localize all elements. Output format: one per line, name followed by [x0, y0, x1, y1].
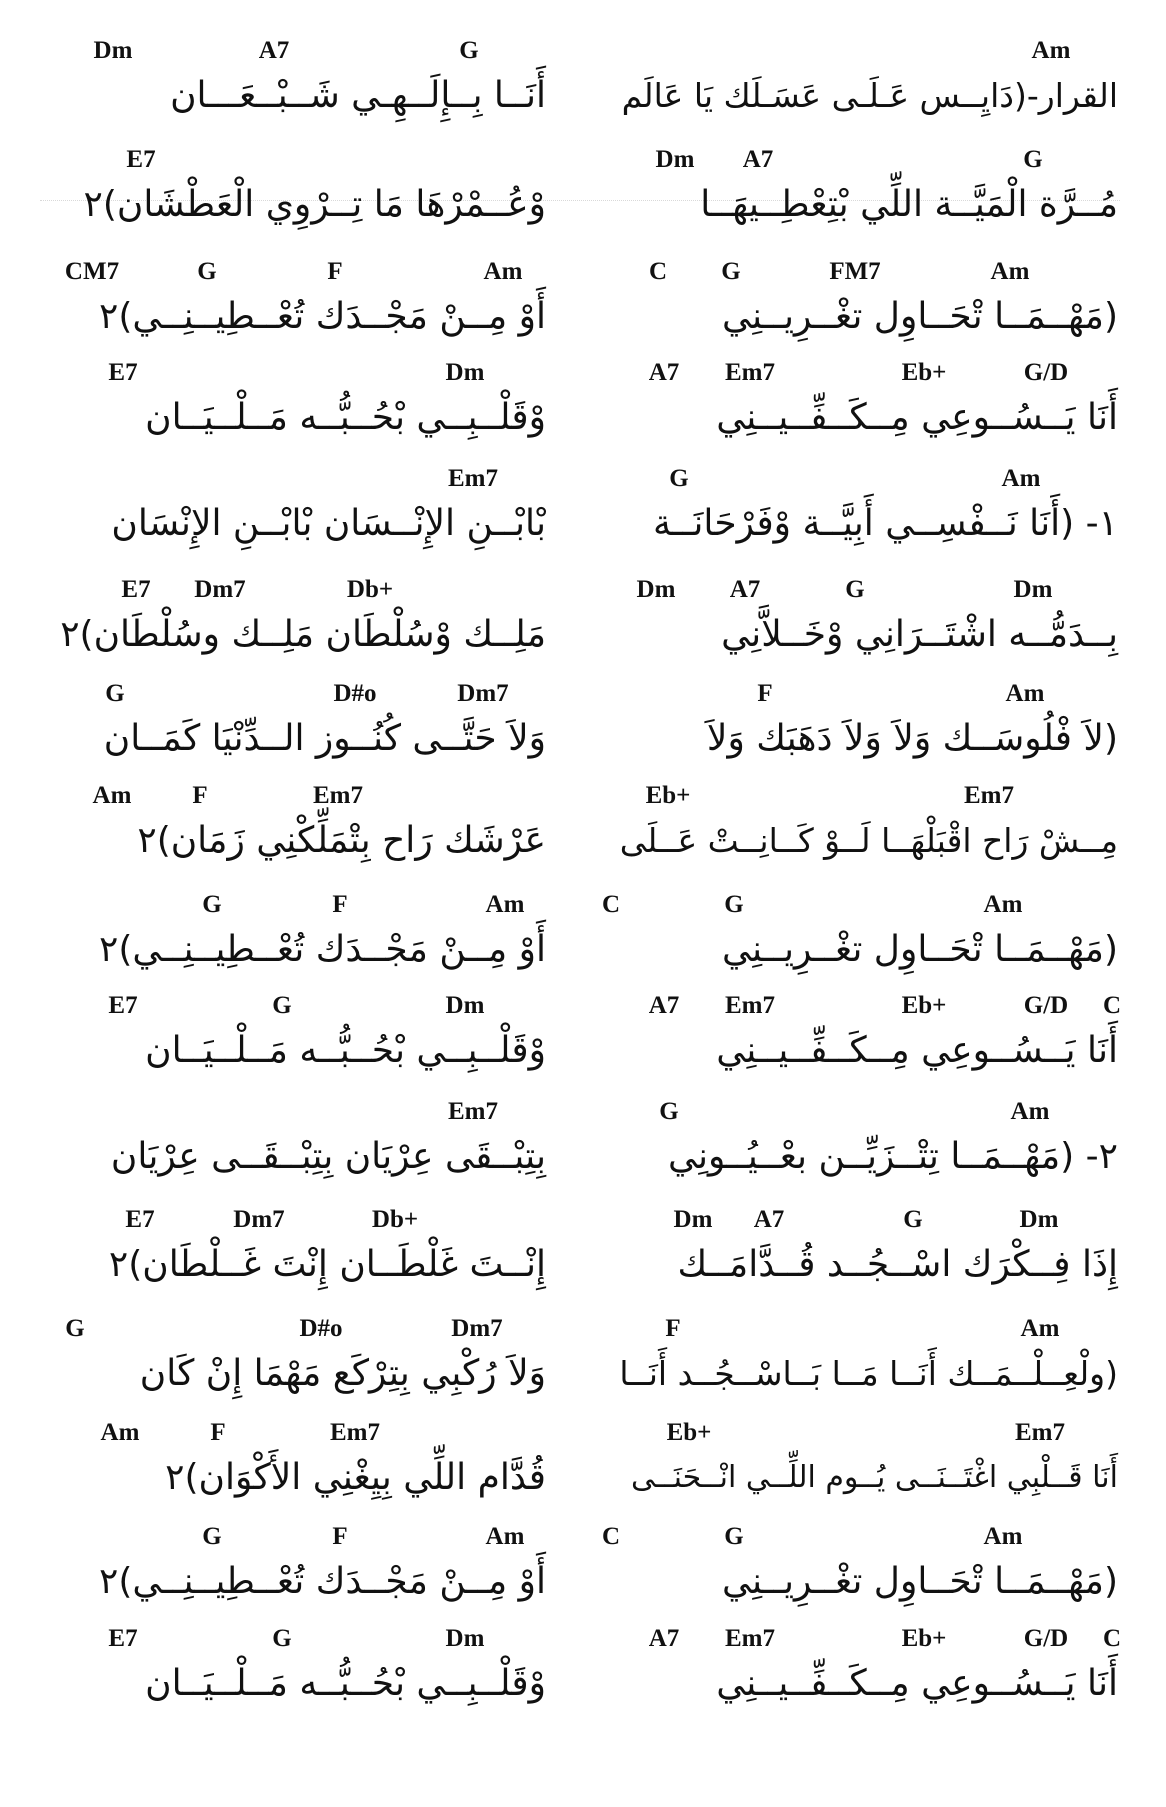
chord-label: A7 [648, 359, 680, 386]
chord-label: D#o [333, 680, 377, 707]
lyric-left-hemistich: وَلاَ رُكْبِي بِتِرْكَع مَهْمَا إِنْ كَان [139, 1353, 546, 1394]
chord-label: Am [990, 258, 1030, 285]
lyric-right-hemistich: مِــشْ رَاح اقْبَلْهَــا لَــوْ كَــانِــتْ عَــلَى [619, 821, 1118, 860]
lyric-line [0, 257, 1166, 361]
chord-label: E7 [108, 359, 138, 386]
chord-label: F [757, 680, 773, 707]
chord-label: Em7 [1015, 1419, 1065, 1446]
lyric-left-hemistich: أَوْ مِــنْ مَجْــدَك تُعْــطِيــنِــي)٢ [98, 929, 546, 970]
chord-label: G [669, 465, 689, 492]
lyric-right-hemistich: (مَهْــمَــا تْحَــاوِل تغْــرِيــنِي [722, 1561, 1118, 1602]
lyric-right-hemistich: ١- (أَنَا نَــفْسِــي أَبِيَّــة وْفَرْحَانَــة [652, 503, 1118, 544]
chord-label: Em7 [313, 782, 363, 809]
lyric-line [0, 575, 1166, 679]
lyric-line [0, 1314, 1166, 1418]
chord-label: Db+ [371, 1206, 419, 1233]
lyric-right-hemistich: أَنَا قَــلْبِي اغْتَــنَــى يُــوم اللِّــي انْــحَنَــى [631, 1460, 1118, 1495]
chord-label: A7 [648, 992, 680, 1019]
chord-label: G [459, 37, 479, 64]
chord-label: A7 [729, 576, 761, 603]
chord-label: C [1102, 992, 1122, 1019]
chord-label: Em7 [330, 1419, 380, 1446]
chord-label: Dm7 [457, 680, 509, 707]
chord-label: E7 [125, 1206, 155, 1233]
chord-label: Dm [636, 576, 676, 603]
chord-label: Am [92, 782, 132, 809]
chord-label: G [845, 576, 865, 603]
chord-label: G [1023, 146, 1043, 173]
chord-label: Dm [445, 359, 485, 386]
chord-label: CM7 [64, 258, 120, 285]
lyric-line [0, 145, 1166, 249]
chord-label: G [724, 891, 744, 918]
lyric-left-hemistich: إِنْــتَ غَلْطَــان إِنْتَ غَــلْطَان)٢ [108, 1244, 546, 1285]
chord-label: F [332, 891, 348, 918]
chord-label: E7 [126, 146, 156, 173]
chord-label: A7 [648, 1625, 680, 1652]
lyric-right-hemistich: (لاَ فْلُوسَــك وَلاَ وَلاَ دَهَبَك وَلاَ [706, 718, 1118, 759]
lyric-left-hemistich: أَنَــا بِــإِلَــهِـي شَــبْــعَـــان [170, 75, 546, 116]
chord-label: F [665, 1315, 681, 1342]
lyric-line [0, 781, 1166, 885]
chord-label: C [648, 258, 668, 285]
lyric-right-hemistich: القرار-(دَايِــس عَـلَـى عَسَـلَك يَا عَالَم [621, 76, 1118, 115]
lyric-left-hemistich: بِتِبْــقَى عِرْيَان بِتِبْــقَــى عِرْيَان [110, 1136, 546, 1177]
chord-label: G [65, 1315, 85, 1342]
chord-label: C [601, 1523, 621, 1550]
lyric-left-hemistich: أَوْ مِــنْ مَجْــدَك تُعْــطِيــنِــي)٢ [98, 296, 546, 337]
lyric-right-hemistich: أَنَا يَــسُــوعِي مِــكَــفِّــيــنِي [716, 397, 1118, 438]
chord-label: Dm7 [194, 576, 246, 603]
chord-label: Em7 [725, 992, 775, 1019]
chord-label: Am [1005, 680, 1045, 707]
lyric-left-hemistich: عَرْشَك رَاح بِتْمَلِّكْنِي زَمَان)٢ [137, 820, 546, 861]
chord-label: F [327, 258, 343, 285]
chord-label: Em7 [448, 1098, 498, 1125]
lyric-left-hemistich: أَوْ مِــنْ مَجْــدَك تُعْــطِيــنِــي)٢ [98, 1561, 546, 1602]
chord-label: G [105, 680, 125, 707]
lyric-line [0, 679, 1166, 783]
lyric-right-hemistich: مُــرَّة الْمَيَّــة اللِّي بْتِعْطِــيهَــا [700, 184, 1118, 225]
chord-label: G [721, 258, 741, 285]
chord-label: F [332, 1523, 348, 1550]
chord-label: Dm [673, 1206, 713, 1233]
chord-label: F [192, 782, 208, 809]
lyric-left-hemistich: وْقَلْــبِــي بْحُــبُّــه مَــلْــيَــان [145, 1663, 546, 1704]
chord-label: Am [100, 1419, 140, 1446]
chord-label: Eb+ [901, 359, 947, 386]
chord-label: Am [485, 1523, 525, 1550]
chord-label: Am [1001, 465, 1041, 492]
lyric-left-hemistich: وْقَلْــبِــي بْحُــبُّــه مَــلْــيَــان [145, 397, 546, 438]
chord-label: E7 [121, 576, 151, 603]
chord-label: Am [485, 891, 525, 918]
chord-label: C [1102, 1625, 1122, 1652]
chord-label: G [202, 891, 222, 918]
chord-label: E7 [108, 1625, 138, 1652]
lyric-right-hemistich: ٢- (مَهْــمَــا تِتْــزَيِّــن بعْــيُــونِي [668, 1136, 1118, 1177]
lyric-left-hemistich: بْابْــنِ الإِنْــسَان بْابْــنِ الإِنْسَان [111, 503, 546, 544]
chord-label: Dm7 [233, 1206, 285, 1233]
lyric-line [0, 358, 1166, 462]
lyric-line [0, 991, 1166, 1095]
chord-label: G [272, 992, 292, 1019]
lyric-line [0, 36, 1166, 140]
chord-label: G [272, 1625, 292, 1652]
chord-label: Eb+ [901, 1625, 947, 1652]
lyric-right-hemistich: إِذَا فِــكْرَك اسْــجُــد قُــدَّامَــك [677, 1244, 1118, 1285]
chord-label: C [601, 891, 621, 918]
lyric-left-hemistich: وَلاَ حَتَّــى كُنُــوز الــدِّنْيَا كَمَــان [103, 718, 546, 759]
chord-label: Dm [1013, 576, 1053, 603]
lyric-left-hemistich: وْعُــمْرْهَا مَا تِــرْوِي الْعَطْشَان)٢ [83, 184, 546, 225]
chord-label: Eb+ [666, 1419, 712, 1446]
chord-label: Am [1031, 37, 1071, 64]
lyric-line [0, 1205, 1166, 1309]
chord-label: Em7 [448, 465, 498, 492]
lyric-right-hemistich: (مَهْــمَــا تْحَــاوِل تغْــرِيــنِي [722, 296, 1118, 337]
lyric-line [0, 464, 1166, 568]
chord-label: Dm [445, 992, 485, 1019]
chord-label: Dm [445, 1625, 485, 1652]
lyric-line [0, 890, 1166, 994]
chord-label: Am [983, 1523, 1023, 1550]
chord-label: Em7 [964, 782, 1014, 809]
chord-label: Dm7 [451, 1315, 503, 1342]
chord-label: G [724, 1523, 744, 1550]
chord-label: Eb+ [645, 782, 691, 809]
chord-label: G/D [1023, 359, 1069, 386]
chord-label: E7 [108, 992, 138, 1019]
lyric-right-hemistich: بِــدَمُّــه اشْتَــرَانِي وْخَــلاَّنِي [721, 614, 1118, 655]
chord-label: G [202, 1523, 222, 1550]
lyric-left-hemistich: قُدَّام اللِّي بِيِغْنِي الأَكْوَان)٢ [165, 1457, 546, 1498]
chord-label: Em7 [725, 359, 775, 386]
chord-label: G [659, 1098, 679, 1125]
chord-label: A7 [742, 146, 774, 173]
lyric-right-hemistich: (مَهْــمَــا تْحَــاوِل تغْــرِيــنِي [722, 929, 1118, 970]
chord-label: Dm [1019, 1206, 1059, 1233]
chord-label: G [197, 258, 217, 285]
chord-label: Em7 [725, 1625, 775, 1652]
chord-label: F [210, 1419, 226, 1446]
lyric-line [0, 1624, 1166, 1728]
lyric-right-hemistich: أَنَا يَــسُــوعِي مِــكَــفِّــيــنِي [716, 1030, 1118, 1071]
lyric-line [0, 1418, 1166, 1522]
chord-label: Am [483, 258, 523, 285]
lyric-line [0, 1522, 1166, 1626]
lyric-left-hemistich: وْقَلْــبِــي بْحُــبُّــه مَــلْــيَــان [145, 1030, 546, 1071]
chord-label: Dm [655, 146, 695, 173]
lyric-right-hemistich: (ولْعِــلْــمَــك أَنَــا مَــا بَــاسْــجُــد أَنَــا [619, 1354, 1118, 1393]
lyric-line [0, 1097, 1166, 1201]
chord-label: D#o [299, 1315, 343, 1342]
chord-label: G/D [1023, 1625, 1069, 1652]
lyric-right-hemistich: أَنَا يَــسُــوعِي مِــكَــفِّــيــنِي [716, 1663, 1118, 1704]
chord-label: Eb+ [901, 992, 947, 1019]
chord-label: A7 [258, 37, 290, 64]
lyric-left-hemistich: مَلِــك وْسُلْطَان مَلِــك وسُلْطَان)٢ [60, 614, 546, 655]
chord-label: Dm [93, 37, 133, 64]
chord-label: Db+ [346, 576, 394, 603]
chord-label: Am [1020, 1315, 1060, 1342]
chord-label: G [903, 1206, 923, 1233]
chord-label: FM7 [829, 258, 881, 285]
chord-label: A7 [753, 1206, 785, 1233]
chord-label: G/D [1023, 992, 1069, 1019]
chord-label: Am [1010, 1098, 1050, 1125]
chord-label: Am [983, 891, 1023, 918]
